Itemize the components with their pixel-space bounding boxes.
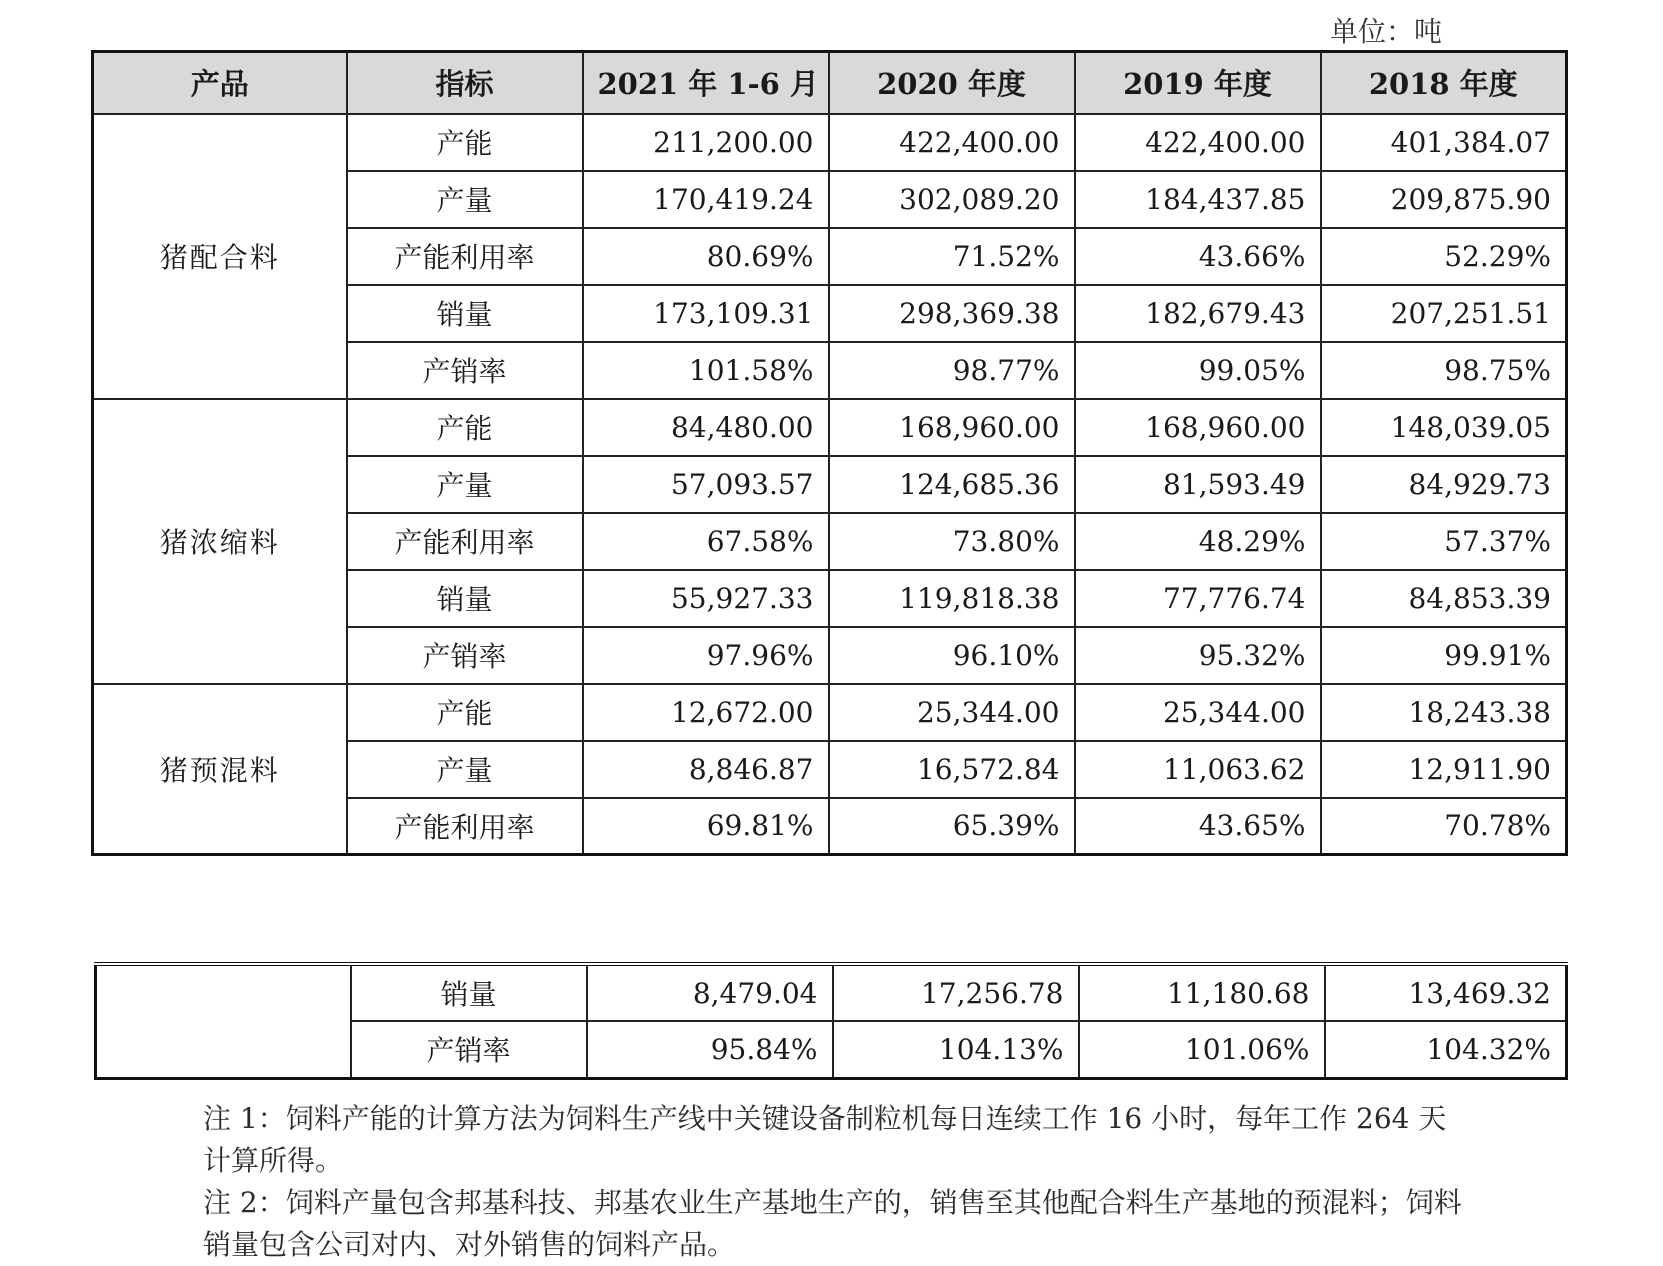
value-cell: 170,419.24 [583,171,829,228]
table-row [93,399,1567,456]
value-cell: 16,572.84 [829,741,1075,798]
value-cell: 401,384.07 [1321,114,1567,171]
value-cell: 70.78% [1321,798,1567,855]
value-cell: 99.91% [1321,627,1567,684]
value-cell: 67.58% [583,513,829,570]
value-cell: 211,200.00 [583,114,829,171]
value-cell: 43.65% [1075,798,1321,855]
value-cell: 18,243.38 [1321,684,1567,741]
value-cell: 104.13% [833,1021,1079,1078]
value-cell: 96.10% [829,627,1075,684]
value-cell: 95.84% [587,1021,833,1078]
indicator-cell: 产量 [347,171,583,228]
value-cell: 422,400.00 [1075,114,1321,171]
value-cell: 65.39% [829,798,1075,855]
value-cell: 12,911.90 [1321,741,1567,798]
value-cell: 101.58% [583,342,829,399]
indicator-cell: 产销率 [347,627,583,684]
value-cell: 168,960.00 [1075,399,1321,456]
table-row [93,114,1567,171]
value-cell: 104.32% [1325,1021,1567,1078]
value-cell: 422,400.00 [829,114,1075,171]
value-cell: 8,479.04 [587,964,833,1021]
note-1: 注 1：饲料产能的计算方法为饲料生产线中关键设备制粒机每日连续工作 16 小时，每年工作 264 天计算所得。 [203,1102,1447,1177]
value-cell: 48.29% [1075,513,1321,570]
value-cell: 17,256.78 [833,964,1079,1021]
value-cell: 57.37% [1321,513,1567,570]
value-cell: 77,776.74 [1075,570,1321,627]
indicator-cell: 产量 [347,741,583,798]
header-indicator: 指标 [347,52,583,114]
indicator-cell: 产能利用率 [347,798,583,855]
value-cell: 124,685.36 [829,456,1075,513]
value-cell: 95.32% [1075,627,1321,684]
header-row [93,52,1567,114]
value-cell: 207,251.51 [1321,285,1567,342]
value-cell: 98.77% [829,342,1075,399]
value-cell: 173,109.31 [583,285,829,342]
continuation-table [94,962,1568,1080]
table-row [93,684,1567,741]
value-cell: 13,469.32 [1325,964,1567,1021]
indicator-cell: 产能利用率 [347,513,583,570]
value-cell: 182,679.43 [1075,285,1321,342]
value-cell: 11,180.68 [1079,964,1325,1021]
indicator-cell: 产销率 [351,1021,587,1078]
value-cell: 52.29% [1321,228,1567,285]
value-cell: 84,853.39 [1321,570,1567,627]
production-sales-table [91,50,1568,856]
value-cell: 8,846.87 [583,741,829,798]
indicator-cell: 产能 [347,114,583,171]
note-2: 注 2：饲料产量包含邦基科技、邦基农业生产基地生产的，销售至其他配合料生产基地的预混料；饲料销量包含公司对内、对外销售的饲料产品。 [203,1186,1462,1261]
header-2018: 2018 年度 [1321,52,1567,114]
indicator-cell: 销量 [347,570,583,627]
value-cell: 168,960.00 [829,399,1075,456]
product-cell: 猪预混料 [93,684,347,855]
value-cell: 12,672.00 [583,684,829,741]
indicator-cell: 产能 [347,399,583,456]
product-cell: 猪配合料 [93,114,347,399]
indicator-cell: 销量 [351,964,587,1021]
value-cell: 71.52% [829,228,1075,285]
value-cell: 69.81% [583,798,829,855]
value-cell: 84,929.73 [1321,456,1567,513]
indicator-cell: 产能 [347,684,583,741]
value-cell: 55,927.33 [583,570,829,627]
value-cell: 101.06% [1079,1021,1325,1078]
value-cell: 80.69% [583,228,829,285]
unit-label: 单位：吨 [1330,15,1443,48]
indicator-cell: 产量 [347,456,583,513]
value-cell: 119,818.38 [829,570,1075,627]
table-notes [203,1098,1463,1266]
indicator-cell: 销量 [347,285,583,342]
value-cell: 73.80% [829,513,1075,570]
value-cell: 98.75% [1321,342,1567,399]
header-2019: 2019 年度 [1075,52,1321,114]
value-cell: 298,369.38 [829,285,1075,342]
value-cell: 81,593.49 [1075,456,1321,513]
value-cell: 302,089.20 [829,171,1075,228]
value-cell: 99.05% [1075,342,1321,399]
value-cell: 97.96% [583,627,829,684]
value-cell: 184,437.85 [1075,171,1321,228]
header-2021h1: 2021 年 1-6 月 [583,52,829,114]
value-cell: 84,480.00 [583,399,829,456]
value-cell: 209,875.90 [1321,171,1567,228]
value-cell: 57,093.57 [583,456,829,513]
indicator-cell: 产销率 [347,342,583,399]
header-product: 产品 [93,52,347,114]
value-cell: 148,039.05 [1321,399,1567,456]
value-cell: 43.66% [1075,228,1321,285]
header-2020: 2020 年度 [829,52,1075,114]
indicator-cell: 产能利用率 [347,228,583,285]
value-cell: 11,063.62 [1075,741,1321,798]
product-cell-empty [96,964,351,1078]
value-cell: 25,344.00 [829,684,1075,741]
product-cell: 猪浓缩料 [93,399,347,684]
table-row [96,964,1567,1021]
value-cell: 25,344.00 [1075,684,1321,741]
